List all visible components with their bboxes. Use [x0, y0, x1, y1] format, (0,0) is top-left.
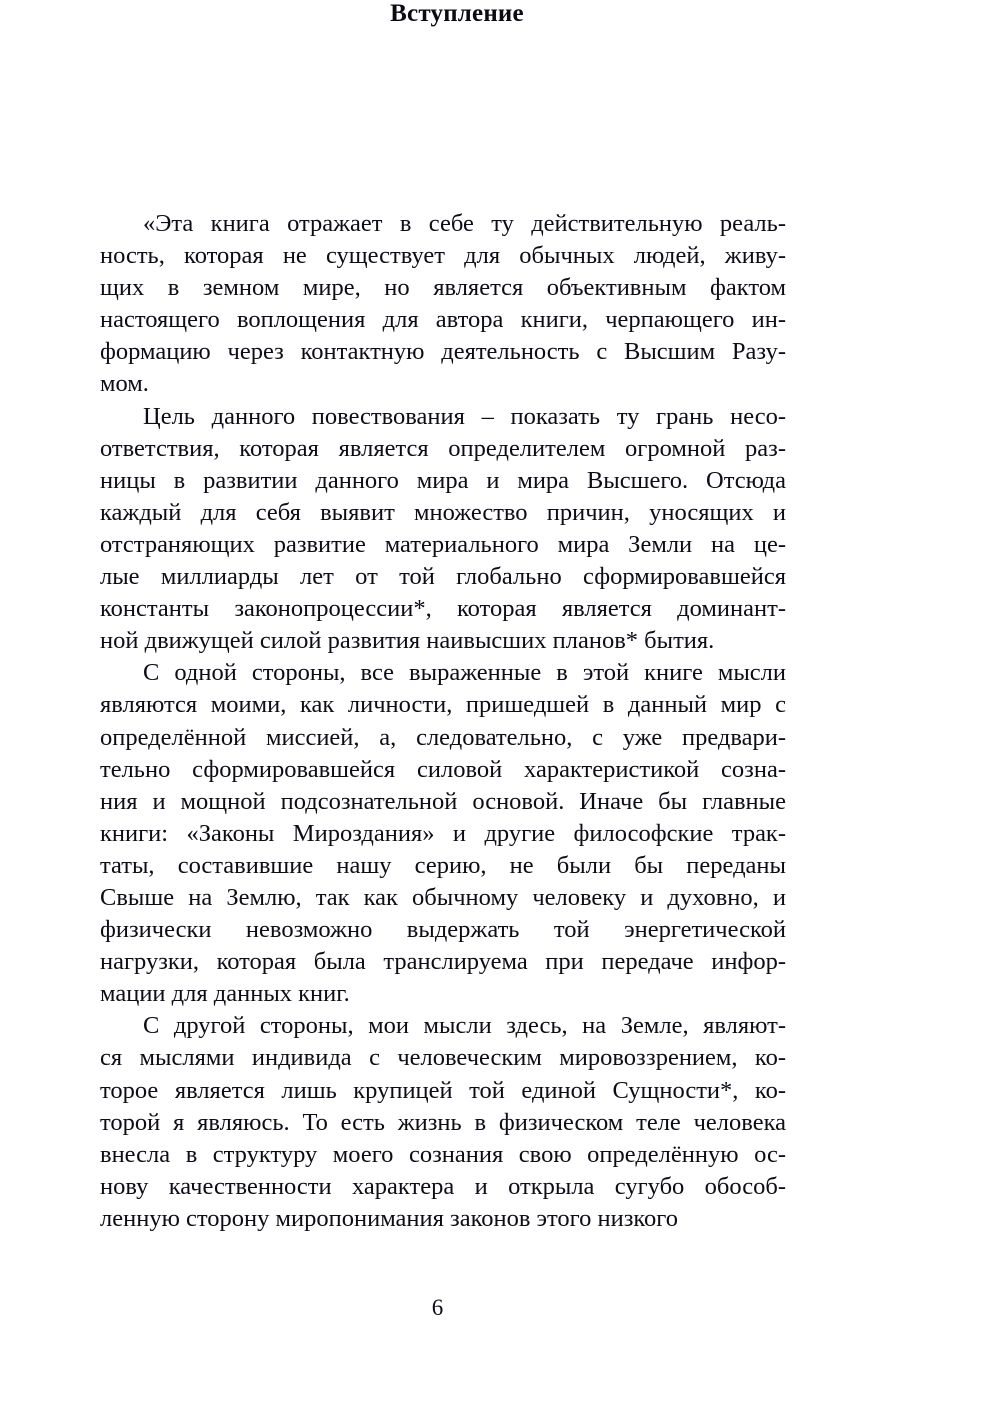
text-line: С другой стороны, мои мысли здесь, на Земле, являют- — [100, 1010, 786, 1042]
body-text — [100, 208, 786, 1235]
text-line: определённой миссией, а, следовательно, с уже предвари- — [100, 723, 786, 751]
text-line: ницы в развитии данного мира и мира Высшего. Отсюда — [100, 466, 786, 494]
text-line: С одной стороны, все выраженные в этой книге мысли — [100, 657, 786, 689]
text-line: книги: «Законы Мироздания» и другие философские трак- — [100, 819, 786, 847]
text-line: являются моими, как личности, пришедшей в данный мир с — [100, 691, 786, 719]
text-line: ния и мощной подсознательной основой. Иначе бы главные — [100, 787, 786, 815]
text-line: щих в земном мире, но является объективным фактом — [100, 274, 786, 302]
text-line: ность, которая не существует для обычных людей, живу- — [100, 242, 786, 270]
text-line: нову качественности характера и открыла сугубо обособ- — [100, 1172, 786, 1200]
text-line: константы законопроцессии*, которая является доминант- — [100, 595, 786, 623]
text-line: торое является лишь крупицей той единой Сущности*, ко- — [100, 1076, 786, 1104]
text-line: настоящего воплощения для автора книги, черпающего ин- — [100, 306, 786, 334]
text-line: Цель данного повествования – показать ту грань несо- — [100, 401, 786, 433]
text-line: «Эта книга отражает в себе ту действительную реаль- — [100, 208, 786, 240]
text-line: формацию через контактную деятельность с Высшим Разу- — [100, 338, 786, 366]
text-line: Свыше на Землю, так как обычному человеку и духовно, и — [100, 883, 786, 911]
text-line: таты, составившие нашу серию, не были бы переданы — [100, 851, 786, 879]
text-line: ной движущей силой развития наивысших планов* бытия. — [100, 627, 715, 655]
text-line: торой я являюсь. То есть жизнь в физическом теле человека — [100, 1108, 786, 1136]
text-line: ся мыслями индивида с человеческим мировоззрением, ко- — [100, 1044, 786, 1072]
first-line-indent — [100, 208, 143, 240]
paragraph-4 — [100, 1010, 786, 1235]
text-line: отстраняющих развитие материального мира Земли на це- — [100, 530, 786, 558]
first-line-indent — [100, 401, 143, 433]
text-line: мации для данных книг. — [100, 980, 350, 1008]
text-line: тельно сформировавшейся силовой характеристикой созна- — [100, 755, 786, 783]
first-line-indent — [100, 1010, 143, 1042]
text-line: нагрузки, которая была транслируема при передаче инфор- — [100, 948, 786, 976]
text-line: ответствия, которая является определителем огромной раз- — [100, 434, 786, 462]
paragraph-3 — [100, 657, 786, 1010]
paragraph-1 — [100, 208, 786, 401]
text-line: каждый для себя выявит множество причин, уносящих и — [100, 498, 786, 526]
text-line: внесла в структуру моего сознания свою определённую ос- — [100, 1140, 786, 1168]
first-line-indent — [100, 657, 143, 689]
page-number: 6 — [431, 1295, 444, 1320]
text-line: физически невозможно выдержать той энергетической — [100, 916, 786, 944]
text-line: ленную сторону миропонимания законов этого низкого — [100, 1204, 678, 1232]
page-title: Вступление — [390, 0, 524, 27]
text-line: мом. — [100, 370, 149, 398]
text-line: лые миллиарды лет от той глобально сформировавшейся — [100, 563, 786, 591]
paragraph-2 — [100, 401, 786, 658]
